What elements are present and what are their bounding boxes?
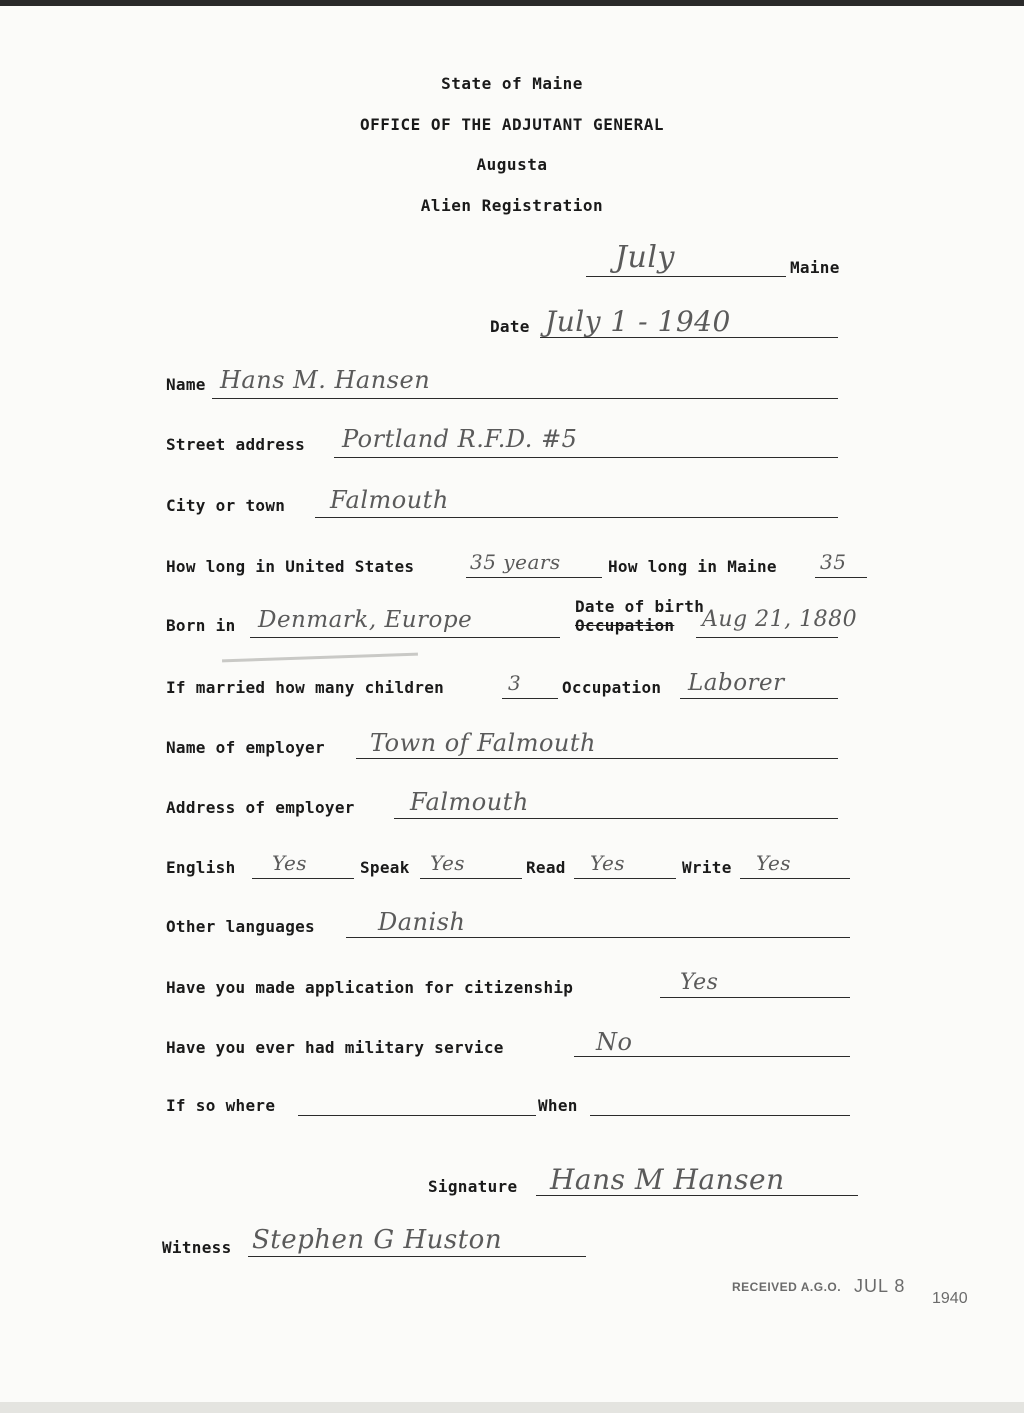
witness-line (248, 1256, 586, 1257)
occupation-line (680, 698, 838, 699)
witness-value: Stephen G Huston (252, 1225, 503, 1255)
born-line (250, 637, 560, 638)
name-label: Name (166, 375, 206, 394)
signature-value: Hans M Hansen (550, 1163, 785, 1196)
citizenship-label: Have you made application for citizenship (166, 978, 574, 997)
how-long-us-value: 35 years (470, 550, 561, 574)
read-value: Yes (590, 851, 626, 875)
english-label: English (166, 858, 236, 877)
speak-label: Speak (360, 858, 410, 877)
date-label: Date (490, 317, 530, 336)
married-value: 3 (508, 671, 522, 695)
how-long-us-label: How long in United States (166, 557, 415, 576)
signature-label: Signature (428, 1177, 518, 1196)
street-line (334, 457, 838, 458)
employer-line (356, 758, 838, 759)
when-label: When (538, 1096, 578, 1115)
street-label: Street address (166, 435, 306, 454)
married-label: If married how many children (166, 678, 445, 697)
date-line (540, 337, 838, 338)
page-top-edge (0, 0, 1024, 6)
dob-label: Date of birth (575, 597, 705, 616)
english-line (252, 878, 354, 879)
name-value: Hans M. Hansen (220, 366, 431, 394)
read-label: Read (526, 858, 566, 877)
street-value: Portland R.F.D. #5 (342, 425, 578, 453)
dob-line (696, 637, 838, 638)
how-long-us-line (466, 577, 602, 578)
speak-value: Yes (430, 851, 466, 875)
header-state: State of Maine (441, 74, 583, 93)
born-value: Denmark, Europe (258, 607, 473, 633)
form-title: Alien Registration (420, 196, 604, 215)
date-value: July 1 - 1940 (545, 305, 731, 338)
citizenship-line (660, 997, 850, 998)
city-town-value: Falmouth (330, 486, 449, 514)
write-label: Write (682, 858, 732, 877)
occupation-label: Occupation (562, 678, 662, 697)
received-stamp: RECEIVED A.G.O. (732, 1280, 842, 1294)
received-stamp-year: 1940 (932, 1290, 968, 1307)
employer-address-label: Address of employer (166, 798, 355, 817)
military-line (574, 1056, 850, 1057)
read-line (574, 878, 676, 879)
name-line (212, 398, 838, 399)
write-line (740, 878, 850, 879)
header-city: Augusta (476, 155, 548, 174)
military-label: Have you ever had military service (166, 1038, 504, 1057)
military-value: No (596, 1028, 633, 1056)
signature-line (536, 1195, 858, 1196)
married-line (502, 698, 558, 699)
place-town-value: July (615, 240, 675, 275)
how-long-maine-line (815, 577, 867, 578)
where-line (298, 1115, 536, 1116)
occupation-value: Laborer (688, 670, 785, 696)
pencil-mark (222, 653, 418, 663)
how-long-maine-value: 35 (820, 550, 847, 574)
city-town-line (315, 517, 838, 518)
other-languages-value: Danish (378, 908, 466, 936)
struck-occupation-label: Occupation (575, 616, 675, 635)
place-town-line (586, 276, 786, 277)
employer-label: Name of employer (166, 738, 325, 757)
witness-label: Witness (162, 1238, 232, 1257)
employer-address-line (394, 818, 838, 819)
write-value: Yes (756, 851, 792, 875)
city-town-label: City or town (166, 496, 286, 515)
other-languages-label: Other languages (166, 917, 315, 936)
born-label: Born in (166, 616, 236, 635)
where-label: If so where (166, 1096, 276, 1115)
english-value: Yes (272, 851, 308, 875)
citizenship-value: Yes (680, 970, 719, 995)
employer-address-value: Falmouth (410, 788, 529, 816)
how-long-maine-label: How long in Maine (608, 557, 777, 576)
when-line (590, 1115, 850, 1116)
page-bottom-edge (0, 1402, 1024, 1413)
received-stamp-date: JUL 8 (854, 1276, 906, 1296)
other-languages-line (346, 937, 850, 938)
header-office: OFFICE OF THE ADJUTANT GENERAL (360, 115, 664, 134)
speak-line (420, 878, 522, 879)
employer-value: Town of Falmouth (370, 729, 596, 757)
place-state-label: Maine (790, 258, 840, 277)
dob-value: Aug 21, 1880 (702, 607, 858, 632)
